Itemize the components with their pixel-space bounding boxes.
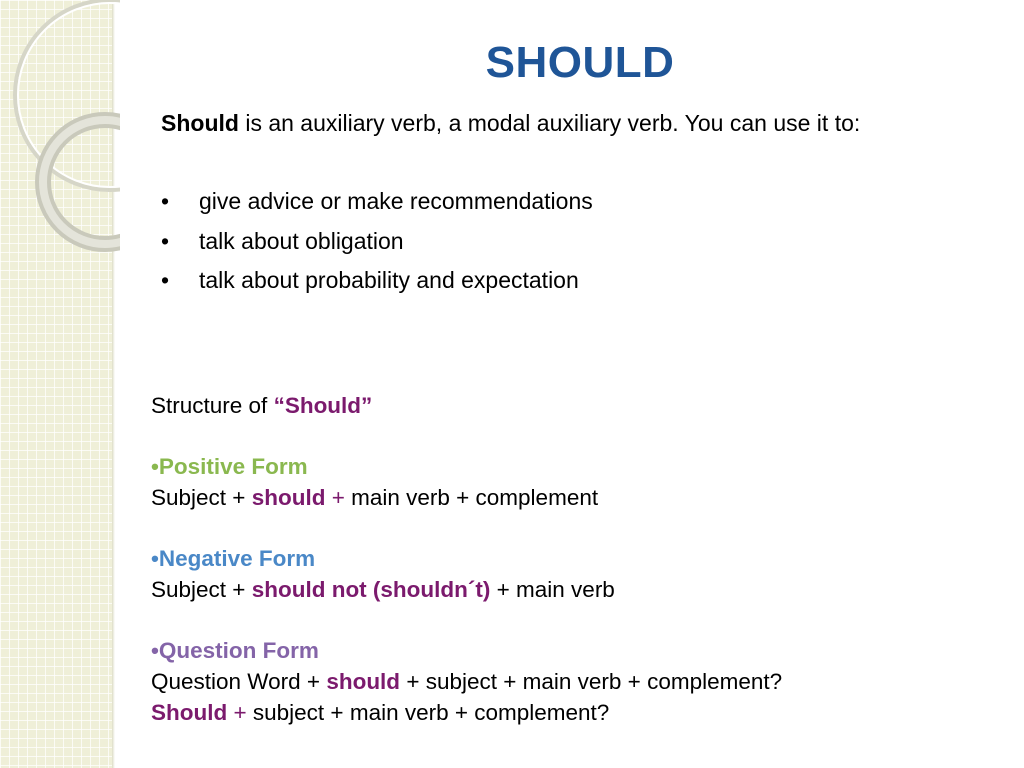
positive-plus: + — [325, 485, 352, 510]
bullet-icon: • — [161, 227, 170, 254]
spacer — [151, 421, 782, 451]
negative-subject: Subject + — [151, 577, 252, 602]
structure-heading-prefix: Structure of — [151, 393, 274, 418]
positive-form-formula — [151, 482, 782, 513]
bullet-icon: • — [161, 267, 170, 293]
structure-section — [151, 390, 782, 728]
positive-modal: should — [251, 485, 326, 510]
question-form-formula-wh — [151, 666, 782, 697]
question-modal: should — [326, 669, 401, 694]
list-item-text: talk about obligation — [199, 227, 404, 254]
intro-text: is an auxiliary verb, a modal auxiliary verb. You can use it to: — [238, 110, 861, 136]
bullet-icon: • — [161, 188, 170, 214]
decorative-rings — [0, 0, 120, 260]
spacer — [151, 513, 782, 543]
yesno-rest: subject + main verb + complement? — [252, 700, 610, 725]
yesno-plus: + — [227, 700, 253, 725]
decor-ring-large — [15, 0, 120, 190]
list-item-text: give advice or make recommendations — [199, 188, 593, 214]
slide-title: SHOULD — [485, 38, 675, 87]
positive-subject: Subject + — [151, 485, 252, 510]
list-item — [161, 186, 593, 226]
spacer — [151, 605, 782, 635]
question-form-label: •Question Form — [151, 638, 319, 663]
intro-sentence — [161, 110, 860, 137]
question-form-formula-yesno — [151, 697, 782, 728]
question-prefix: Question Word + — [151, 669, 327, 694]
list-item — [161, 226, 593, 266]
structure-heading — [151, 390, 782, 421]
list-item — [161, 265, 593, 305]
negative-form-formula — [151, 574, 782, 605]
list-item-text: talk about probability and expectation — [199, 267, 579, 293]
negative-form-label: •Negative Form — [151, 546, 316, 571]
uses-list — [161, 186, 593, 305]
positive-form-label: •Positive Form — [151, 454, 308, 479]
negative-rest: + main verb — [490, 577, 615, 602]
yesno-modal: Should — [151, 700, 228, 725]
negative-modal: should not (shouldn´t) — [251, 577, 491, 602]
question-rest: + subject + main verb + complement? — [400, 669, 783, 694]
decor-ring-large-inner — [18, 3, 120, 187]
intro-keyword: Should — [161, 110, 239, 136]
positive-rest: main verb + complement — [351, 485, 599, 510]
structure-heading-keyword: “Should” — [273, 393, 373, 418]
